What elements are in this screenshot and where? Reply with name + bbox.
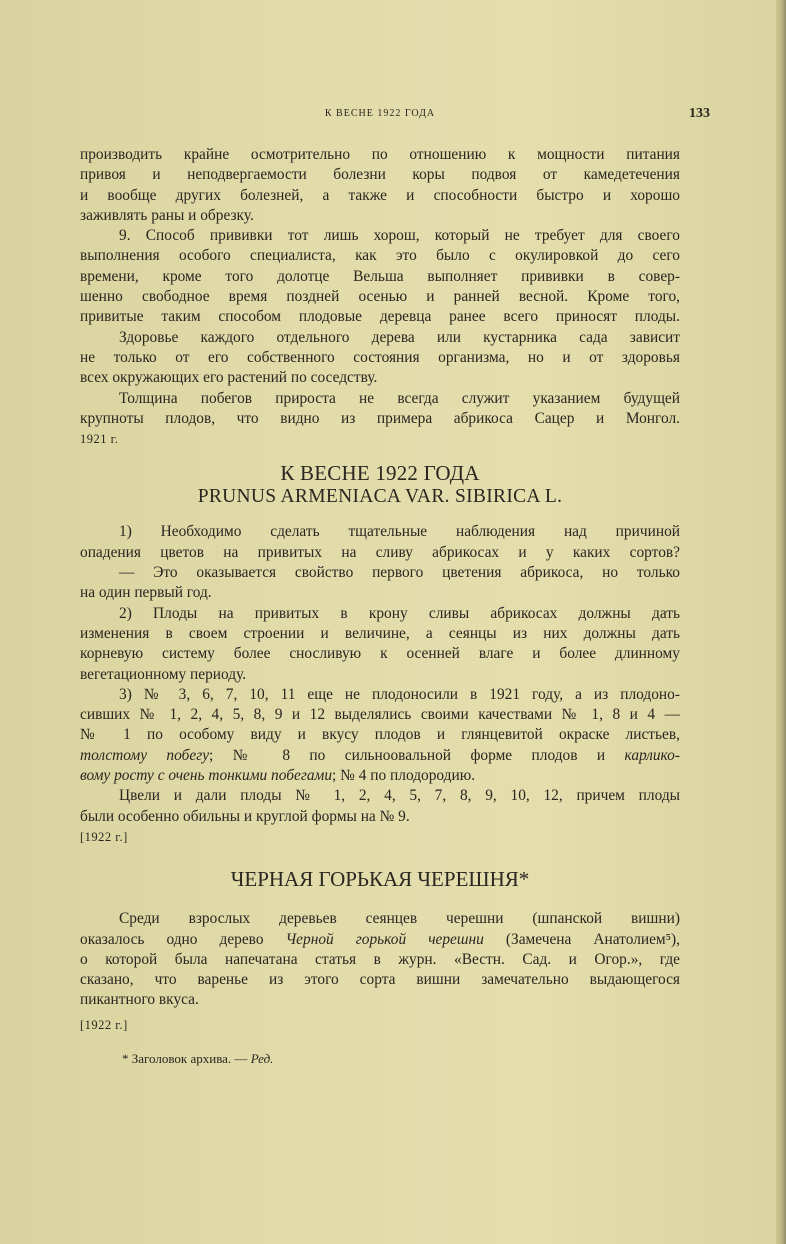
text-fragment: ; № 4 по плодородию. [332,767,476,785]
page-number: 133 [689,106,710,121]
text-line: всех окружающих его растений по соседству. [80,369,378,387]
text-line: заживлять раны и обрезку. [80,206,254,224]
text-fragment: оказалось одно дерево [80,930,286,948]
text-line [80,766,680,786]
section-subtitle: PRUNUS ARMENIACA VAR. SIBIRICA L. [197,486,563,508]
text-line: выполнения особого специалиста, как это было с окулировкой до сего [80,247,680,265]
text-line: были особенно обильны и круглой формы на № 9. [80,807,410,825]
date-note: [1922 г.] [80,1017,128,1032]
text-line: производить крайне осмотрительно по отношению к мощности питания [80,146,680,163]
text-line: 9. Способ прививки тот лишь хорош, который не требует для своего [119,227,680,245]
text-line: Здоровье каждого отдельного дерева или кустарника сада зависит [119,328,680,346]
text-line: сказано, что варенье из этого сорта вишни замечательно выдающегося [80,971,680,989]
text-line: изменения в своем строении и величине, а сеянцы из них должны дать [80,624,680,642]
text-line: 1) Необходимо сделать тщательные наблюдения над причиной [119,523,680,541]
date-note: 1921 г. [80,432,119,447]
text-line: опадения цветов на привитых на сливу абрикосах и у каких сортов? [80,543,680,561]
text-line: времени, кроме того долотце Вельша выполняет прививки в совер- [80,267,680,285]
text-line [80,930,680,950]
text-line: сивших № 1, 2, 4, 5, 8, 9 и 12 выделялись своими качествами № 1, 8 и 4 — [80,706,680,724]
page-edge-shadow [776,0,786,1244]
running-head-title: К ВЕСНЕ 1922 ГОДА [324,108,436,119]
italic-phrase: вому росту с очень тонкими побегами [80,767,333,785]
text-line [80,746,680,766]
text-line: о которой была напечатана статья в журн. «Вестн. Сад. и Огор.», где [80,950,680,968]
text-line: привитые таким способом плодовые деревца ранее всего приносят плоды. [80,308,680,326]
text-line: корневую систему более сносливую к осенней влаге и более длинному [80,645,680,663]
footnote-text: * Заголовок архива. — [122,1050,251,1066]
text-fragment: (Замечена Анатолием⁵), [483,930,681,948]
text-line: 3) № 3, 6, 7, 10, 11 еще не плодоносили в 1921 году, а из плодоно- [119,685,680,703]
italic-phrase: карлико- [624,746,680,764]
text-line: 2) Плоды на привитых в крону сливы абрикосах должны дать [119,604,680,622]
text-line: Цвели и дали плоды № 1, 2, 4, 5, 7, 8, 9, 10, 12, причем плоды [119,787,680,805]
section-title: ЧЕРНАЯ ГОРЬКАЯ ЧЕРЕШНЯ* [230,867,530,892]
text-line: на один первый год. [80,584,212,602]
date-note: [1922 г.] [80,829,128,844]
footnote [80,1049,680,1069]
footnote-editor: Ред. [250,1050,274,1066]
italic-phrase: толстому побегу [80,746,210,764]
text-line: Среди взрослых деревьев сеянцев черешни (шпанской вишни) [119,910,680,928]
text-line: пикантного вкуса. [80,991,199,1009]
text-line: не только от его собственного состояния организма, но и от здоровья [80,348,680,366]
italic-phrase: Черной горькой черешни [285,930,484,948]
text-line: и вообще других болезней, а также и способности быстро и хорошо [80,186,680,204]
text-line: шенно свободное время поздней осенью и ранней весной. Кроме того, [80,288,680,306]
page-body [80,145,680,1069]
text-fragment: ; № 8 по сильноовальной форме плодов и [209,746,625,764]
text-line: Толщина побегов прироста не всегда служит указанием будущей [119,389,680,407]
text-line: крупноты плодов, что видно из примера абрикоса Сацер и Монгол. [80,409,680,427]
text-line: привоя и неподвергаемости болезни коры подвоя от камедетечения [80,166,680,184]
text-line: № 1 по особому виду и вкусу плодов и глянцевитой окраске листьев, [80,726,680,744]
section-title: К ВЕСНЕ 1922 ГОДА [280,461,480,486]
text-line: вегетационному периоду. [80,665,247,683]
text-line: — Это оказывается свойство первого цветения абрикоса, но только [119,564,680,582]
